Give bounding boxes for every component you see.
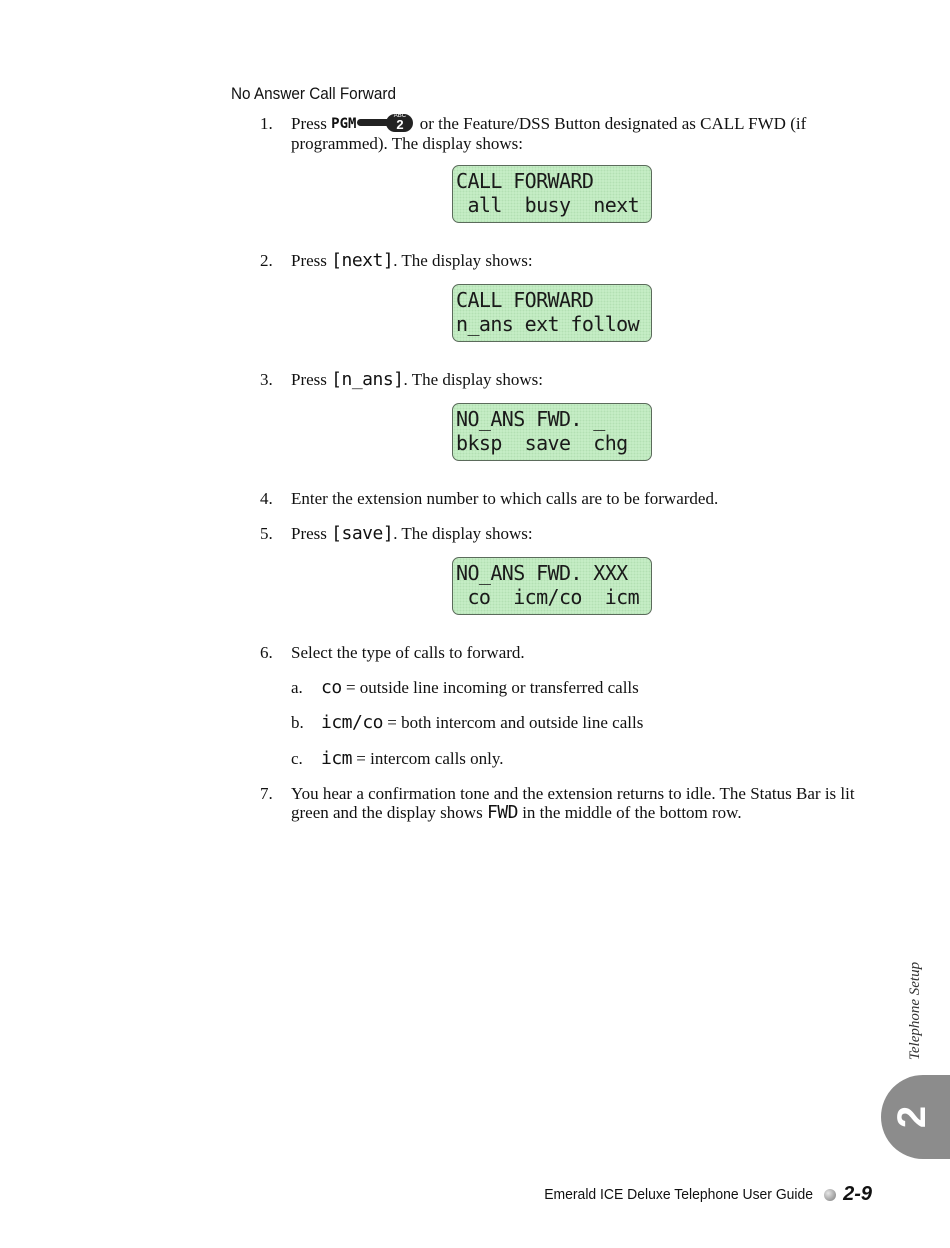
lcd-display-2 [452, 284, 652, 342]
chapter-title-vertical: Telephone Setup [907, 961, 923, 1061]
option-description: = outside line incoming or transferred calls [345, 678, 639, 697]
step-text: Press [291, 251, 327, 270]
substep-b [291, 713, 643, 732]
step-7 [260, 784, 875, 822]
option-description: = both intercom and outside line calls [387, 713, 644, 732]
key-digit-label: 2 [396, 117, 404, 132]
step-text-continued: or the Feature/DSS Button designated as CALL FWD (if programmed). The display shows: [291, 114, 807, 153]
substep-letter: a. [291, 678, 303, 697]
lcd-display-3 [452, 403, 652, 461]
step-text: You hear a confirmation tone and the extension returns to idle. The Status Bar is lit green and the display shows [291, 784, 855, 822]
page-footer [524, 1183, 872, 1206]
lcd-line-1: NO_ANS FWD. _ [456, 407, 605, 431]
step-6 [260, 643, 875, 662]
step-number: 4. [260, 489, 273, 508]
section-heading: No Answer Call Forward [231, 84, 396, 103]
lcd-line-2: all busy next [456, 193, 640, 217]
lcd-line-1: NO_ANS FWD. XXX [456, 561, 628, 585]
abc-2-key-icon [357, 114, 413, 132]
step-4 [260, 489, 875, 508]
step-text-continued: . The display shows: [393, 524, 533, 543]
step-1 [260, 114, 875, 153]
step-text-continued: . The display shows: [393, 251, 533, 270]
softkey-n-ans: [n_ans] [331, 369, 404, 390]
softkey-next: [next] [331, 250, 394, 271]
step-number: 6. [260, 643, 273, 662]
step-text-continued: . The display shows: [403, 370, 543, 389]
step-text: Enter the extension number to which calls are to be forwarded. [291, 489, 719, 508]
lcd-line-2: co icm/co icm [456, 585, 640, 609]
pgm-key-label: PGM [331, 116, 357, 132]
step-text: Select the type of calls to forward. [291, 643, 525, 662]
display-fwd-code: FWD [486, 802, 518, 823]
step-number: 3. [260, 370, 273, 389]
chapter-tab [881, 1075, 950, 1159]
option-code: icm/co [321, 712, 384, 733]
option-description: = intercom calls only. [356, 749, 504, 768]
lcd-display-1 [452, 165, 652, 223]
step-number: 2. [260, 251, 273, 270]
lcd-line-1: CALL FORWARD [456, 169, 594, 193]
step-number: 7. [260, 784, 273, 803]
step-number: 1. [260, 114, 273, 133]
substep-a [291, 678, 639, 697]
step-text: Press [291, 114, 327, 133]
lcd-line-2: n_ans ext follow [456, 312, 640, 336]
substep-letter: b. [291, 713, 304, 732]
softkey-save: [save] [331, 523, 394, 544]
option-code: co [321, 677, 342, 698]
step-text-continued: in the middle of the bottom row. [522, 803, 742, 822]
step-text: Press [291, 524, 327, 543]
lcd-line-2: bksp save chg [456, 431, 628, 455]
key-abc-label: ABC [393, 113, 407, 119]
footer-title: Emerald ICE Deluxe Telephone User Guide [544, 1186, 814, 1203]
option-code: icm [321, 748, 353, 769]
page-number: 2-9 [843, 1183, 872, 1205]
bullet-icon [824, 1189, 836, 1201]
step-3 [260, 370, 875, 389]
step-number: 5. [260, 524, 273, 543]
substep-letter: c. [291, 749, 303, 768]
step-text: Press [291, 370, 327, 389]
step-2 [260, 251, 875, 270]
chapter-number: 2 [890, 1105, 935, 1129]
lcd-line-1: CALL FORWARD [456, 288, 594, 312]
step-5 [260, 524, 875, 543]
substep-c [291, 749, 504, 768]
lcd-display-4 [452, 557, 652, 615]
